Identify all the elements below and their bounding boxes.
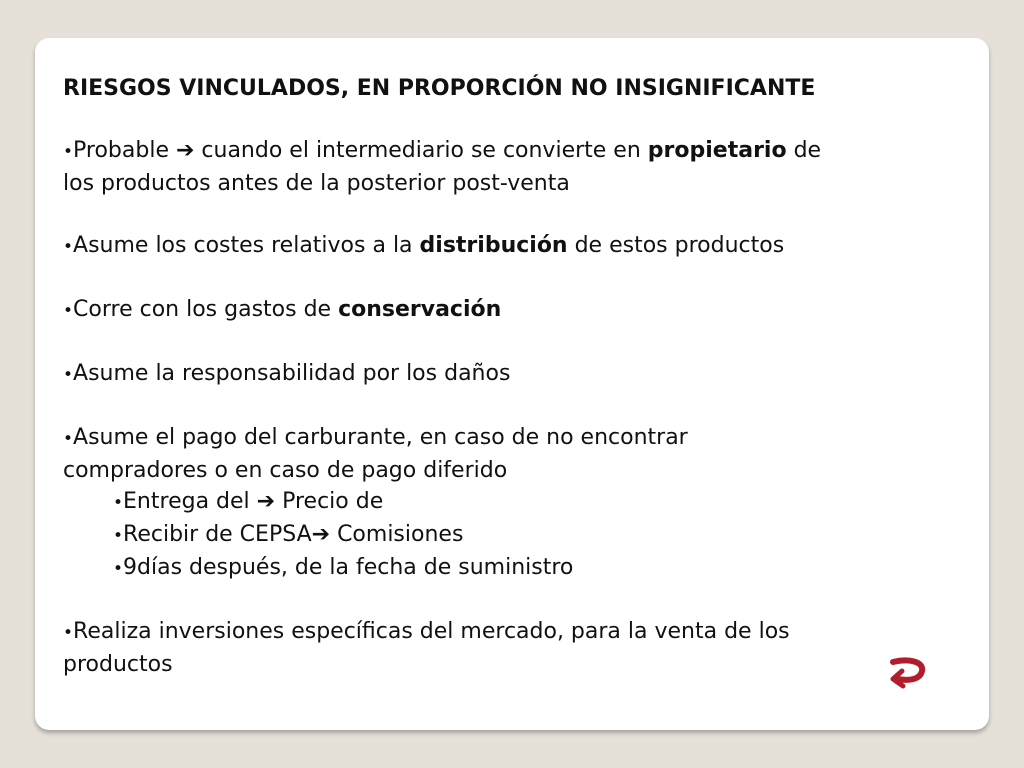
- bullet-dot: •: [63, 365, 74, 385]
- arrow-icon: ➔: [256, 489, 276, 514]
- bullet-dot: •: [113, 493, 124, 513]
- bullet-dot: •: [113, 559, 124, 579]
- bullet-dot: •: [63, 429, 74, 449]
- slide-title: RIESGOS VINCULADOS, EN PROPORCIÓN NO INSIGNIFICANTE: [63, 76, 816, 101]
- bullet-dot: •: [63, 623, 74, 643]
- subbullet-cepsa: •Recibir de CEPSA➔ Comisiones: [113, 522, 464, 547]
- slide-content: [63, 73, 833, 680]
- subbullet-entrega: •Entrega del ➔ Precio de: [113, 489, 384, 514]
- return-arrow-icon[interactable]: [888, 656, 928, 690]
- subbullet-dias: •9días después, de la fecha de suministro: [113, 555, 574, 580]
- bullet-probable: •Probable ➔ cuando el intermediario se convierte en propietario de los productos antes de la posterior post-venta: [63, 138, 822, 196]
- arrow-icon: ➔: [311, 522, 331, 547]
- bullet-dot: •: [63, 301, 74, 321]
- bullet-dot: •: [63, 142, 74, 162]
- bullet-danos: •Asume la responsabilidad por los daños: [63, 361, 511, 386]
- bullet-carburante: •Asume el pago del carburante, en caso de no encontrar compradores o en caso de pago diferido: [63, 425, 688, 483]
- bullet-conservacion: •Corre con los gastos de conservación: [63, 297, 502, 322]
- bullet-inversiones: •Realiza inversiones específicas del mercado, para la venta de los productos: [63, 619, 790, 677]
- bullet-dot: •: [63, 237, 74, 257]
- bullet-dot: •: [113, 526, 124, 546]
- bullet-costes: •Asume los costes relativos a la distribución de estos productos: [63, 233, 785, 258]
- arrow-icon: ➔: [175, 138, 195, 163]
